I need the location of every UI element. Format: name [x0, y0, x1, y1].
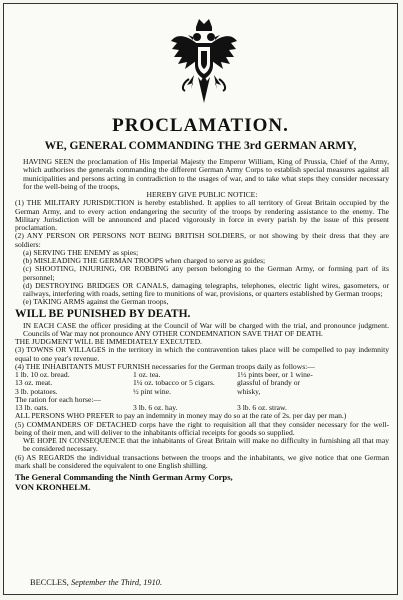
clause-2a: (a) SERVING THE ENEMY as spies;	[23, 247, 139, 257]
judgment-line: THE JUDGMENT WILL BE IMMEDIATELY EXECUTED.	[15, 337, 202, 346]
proclamation-sheet	[3, 3, 398, 595]
date: September the Third, 1910.	[70, 578, 163, 587]
clause-4: (4) THE INHABITANTS MUST FURNISH necessaries for the German troops daily as follows:—	[15, 361, 315, 371]
imperial-eagle-emblem	[169, 17, 239, 107]
ration-cell: 3 lb. potatoes.	[15, 386, 58, 396]
signature-title: The General Commanding the Ninth German Army Corps,	[15, 472, 233, 482]
clause-3: (3) TOWNS OR VILLAGES in the territory in which the contravention takes place will be compelled to pay indemnity equal to one year's revenue.	[15, 345, 389, 363]
indemnity-paragraph: ALL PERSONS WHO PREFER to pay an indemnity in money may do so at the rate of 2s. per day per man.)	[15, 411, 347, 421]
place: BECCLES,	[30, 578, 69, 587]
ration-cell: 1 oz. tea.	[133, 370, 161, 379]
ration-cell: ½ pint wine.	[133, 386, 171, 396]
horse-ration-cell: 3 lb. 6 oz. hay.	[133, 403, 178, 412]
ration-table	[15, 371, 389, 396]
clause-2e: (e) TAKING ARMS against the German troops,	[23, 297, 169, 307]
clause-2b: (b) MISLEADING THE GERMAN TROOPS when charged to serve as guides;	[23, 256, 266, 265]
horse-ration-cell: 13 lb. oats.	[15, 403, 49, 412]
horse-ration-label: The ration for each horse:—	[15, 394, 102, 404]
ration-cell: 1 lb. 10 oz. bread.	[15, 370, 70, 379]
death-penalty-heading: WILL BE PUNISHED BY DEATH.	[15, 307, 191, 320]
clause-2c: (c) SHOOTING, INJURING, OR ROBBING any person belonging to the German Army, or forming part of its personnel;	[23, 264, 389, 282]
proclamation-title: PROCLAMATION.	[112, 115, 289, 136]
clause-2: (2) ANY PERSON OR PERSONS NOT BEING BRITISH SOLDIERS, or not showing by their dress that they are soldiers:	[15, 231, 389, 249]
clause-6: (6) AS REGARDS the individual transactions between the troops and the inhabitants, we give notice that one German mark shall be considered the equivalent to one English shilling.	[15, 452, 389, 470]
proclamation-body	[15, 158, 389, 492]
in-each-case-paragraph: IN EACH CASE the officer presiding at the Council of War will be charged with the trial, and pronounce judgment. Councils of War may not pronounce ANY OTHER CONDEMNATION SAVE THAT OF DEATH.	[23, 320, 389, 338]
ration-cell: 1¼ oz. tobacco or 5 cigars.	[133, 378, 215, 388]
ration-cell: whisky,	[237, 386, 261, 396]
ration-cell: 13 oz. meat.	[15, 378, 53, 388]
proclamation-subtitle: WE, GENERAL COMMANDING THE 3rd GERMAN ARMY,	[44, 140, 357, 152]
place-and-date	[30, 578, 162, 587]
clause-1: (1) THE MILITARY JURISDICTION is hereby established. It applies to all territory of Great Britain occupied by the German Army, and to every action endangering the security of the troops by rendering assistance to the enemy. The Military Jurisdiction will be announced and placed vigorously in force in every parish by the issue of this present proclamation.	[15, 198, 389, 232]
ration-cell: glassful of brandy or	[237, 378, 301, 388]
horse-ration-cell: 3 lb. 6 oz. straw.	[237, 403, 287, 412]
clause-2d: (d) DESTROYING BRIDGES OR CANALS, damaging telegraphs, telephones, electric light wires, gasometers, or railways, interfering with roads, setting fire to munitions of war, provisions, or quarters established by German troops;	[23, 280, 389, 298]
signature-name: VON KRONHELM.	[15, 481, 91, 492]
hope-paragraph: WE HOPE IN CONSEQUENCE that the inhabitants of Great Britain will make no difficulty in furnishing all that may be considered necessary.	[23, 436, 389, 454]
public-notice-heading: HEREBY GIVE PUBLIC NOTICE:	[146, 190, 258, 199]
clause-5: (5) COMMANDERS OF DETACHED corps have the right to requisition all that they consider necessary for the well-being of their men, and will deliver to the inhabitants official receipts for goods so supplied.	[15, 419, 389, 437]
ration-cell: 1½ pints beer, or 1 wine-	[237, 370, 313, 379]
intro-paragraph: HAVING SEEN the proclamation of His Imperial Majesty the Emperor William, King of Prussia, Chief of the Army, which authorises the generals commanding the different German Army Corps to establish special measures against all municipalities and persons acting in contradiction to the usages of war, and to take what steps they consider necessary for the well-being of the troops,	[23, 157, 389, 191]
